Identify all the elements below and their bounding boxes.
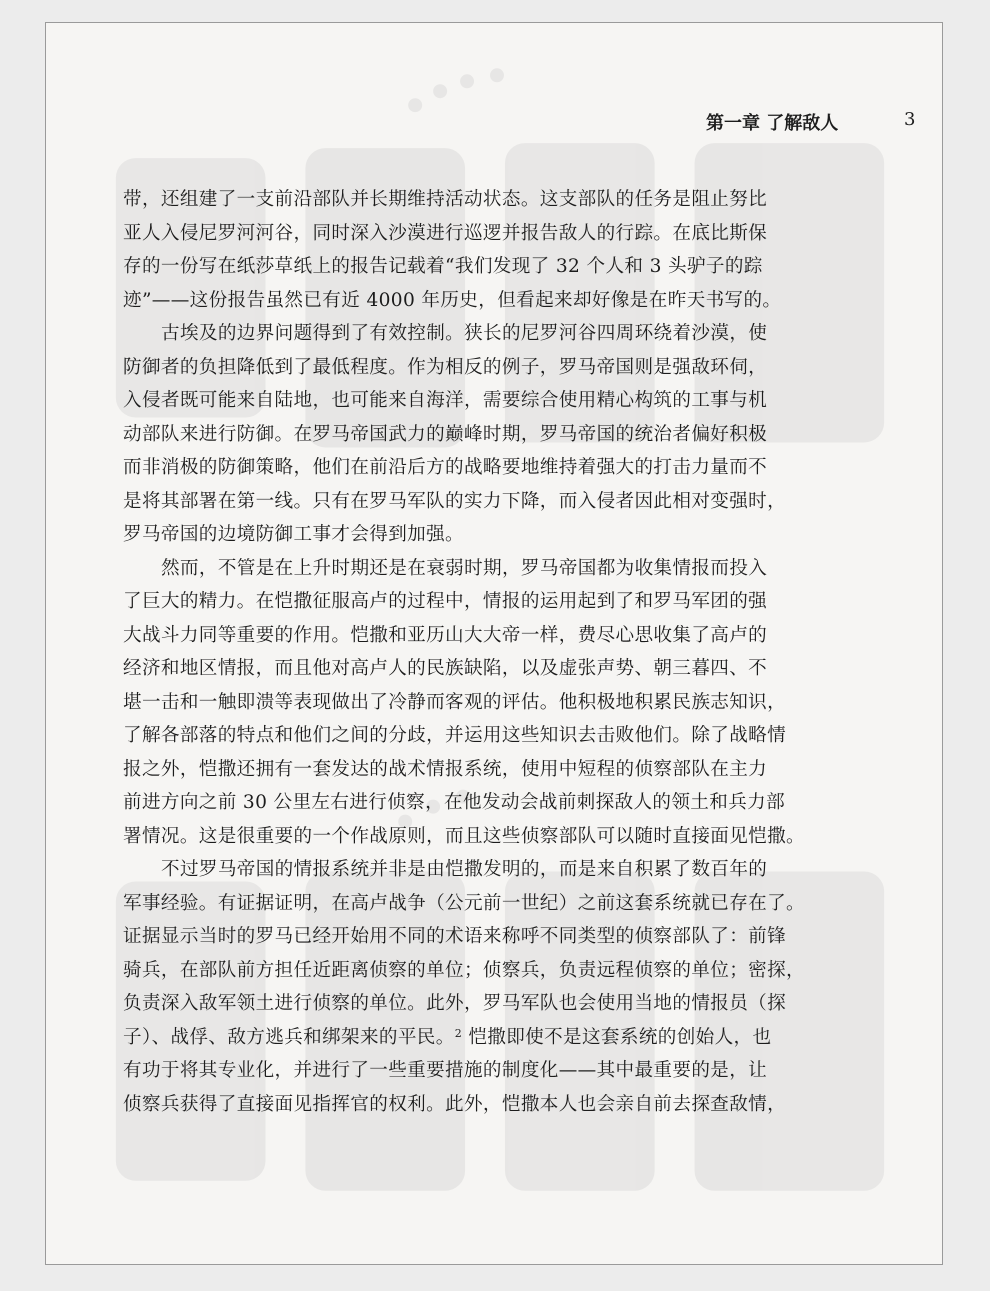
chapter-title: 第一章 了解敌人: [706, 113, 839, 134]
page-number: 3: [904, 109, 916, 130]
text-line: 动部队来进行防御。在罗马帝国武力的巅峰时期，罗马帝国的统治者偏好积极: [123, 423, 768, 445]
text-span: 恺撒即使不是这套系统的创始人，也: [462, 1026, 772, 1048]
text-line: 了巨大的精力。在恺撒征服高卢的过程中，情报的运用起到了和罗马军团的强: [123, 591, 768, 612]
text-line: 然而，不管是在上升时期还是在衰弱时期，罗马帝国都为收集情报而投入: [161, 557, 768, 579]
text-line: 古埃及的边界问题得到了有效控制。狭长的尼罗河谷四周环绕着沙漠，使: [161, 323, 768, 344]
text-line: 防御者的负担降低到了最低程度。作为相反的例子，罗马帝国则是强敌环伺，: [123, 356, 768, 378]
text-line: 不过罗马帝国的情报系统并非是由恺撒发明的，而是来自积累了数百年的: [161, 859, 768, 880]
text-line: 有功于将其专业化，并进行了一些重要措施的制度化——其中最重要的是，让: [123, 1060, 768, 1081]
text-line: 报之外，恺撒还拥有一套发达的战术情报系统，使用中短程的侦察部队在主力: [123, 758, 768, 780]
text-line: 证据显示当时的罗马已经开始用不同的术语来称呼不同类型的侦察部队了：前锋: [123, 926, 787, 947]
text-line: 负责深入敌军领土进行侦察的单位。此外，罗马军队也会使用当地的情报员（探: [123, 993, 787, 1014]
paragraph: [123, 552, 943, 854]
text-line: 经济和地区情报，而且他对高卢人的民族缺陷，以及虚张声势、朝三暮四、不: [123, 658, 768, 679]
text-line: 骑兵，在部队前方担任近距离侦察的单位；侦察兵，负责远程侦察的单位；密探，: [123, 959, 805, 981]
text-line: 堪一击和一触即溃等表现做出了冷静而客观的评估。他积极地积累民族志知识，: [123, 691, 787, 713]
text-line: 存的一份写在纸莎草纸上的报告记载着“我们发现了 32 个人和 3 头驴子的踪: [123, 256, 763, 277]
text-line: 前进方向之前 30 公里左右进行侦察，在他发动会战前刺探敌人的领土和兵力部: [123, 792, 786, 813]
text-line: 侦察兵获得了直接面见指挥官的权利。此外，恺撒本人也会亲自前去探查敌情，: [123, 1093, 787, 1115]
book-page: [45, 22, 943, 1265]
paragraph: [123, 317, 943, 552]
text-line: 大战斗力同等重要的作用。恺撒和亚历山大大帝一样，费尽心思收集了高卢的: [123, 624, 768, 646]
text-line: 带，还组建了一支前沿部队并长期维持活动状态。这支部队的任务是阻止努比: [123, 189, 768, 210]
text-line: 亚人入侵尼罗河河谷，同时深入沙漠进行巡逻并报告敌人的行踪。在底比斯保: [123, 222, 768, 244]
running-header: [706, 109, 943, 139]
text-line: 而非消极的防御策略，他们在前沿后方的战略要地维持着强大的打击力量而不: [123, 457, 768, 478]
text-line: 了解各部落的特点和他们之间的分歧，并运用这些知识去击败他们。除了战略情: [123, 725, 787, 746]
text-line: 迹”——这份报告虽然已有近 4000 年历史，但看起来却好像是在昨天书写的。: [123, 289, 782, 311]
text-line: 入侵者既可能来自陆地，也可能来自海洋，需要综合使用精心构筑的工事与机: [123, 390, 768, 411]
paragraph: [123, 183, 943, 317]
text-line: 罗马帝国的边境防御工事才会得到加强。: [123, 524, 464, 545]
body-text: [123, 183, 943, 1121]
text-span: 子）、战俘、敌方逃兵和绑架来的平民。: [123, 1026, 455, 1048]
text-line: 署情况。这是很重要的一个作战原则，而且这些侦察部队可以随时直接面见恺撒。: [123, 825, 805, 847]
text-line-with-footnote: [123, 1021, 943, 1055]
text-line: 军事经验。有证据证明，在高卢战争（公元前一世纪）之前这套系统就已存在了。: [123, 892, 805, 914]
paragraph: [123, 853, 943, 1121]
footnote-marker: 2: [454, 1026, 463, 1040]
text-line: 是将其部署在第一线。只有在罗马军队的实力下降，而入侵者因此相对变强时，: [123, 490, 787, 512]
